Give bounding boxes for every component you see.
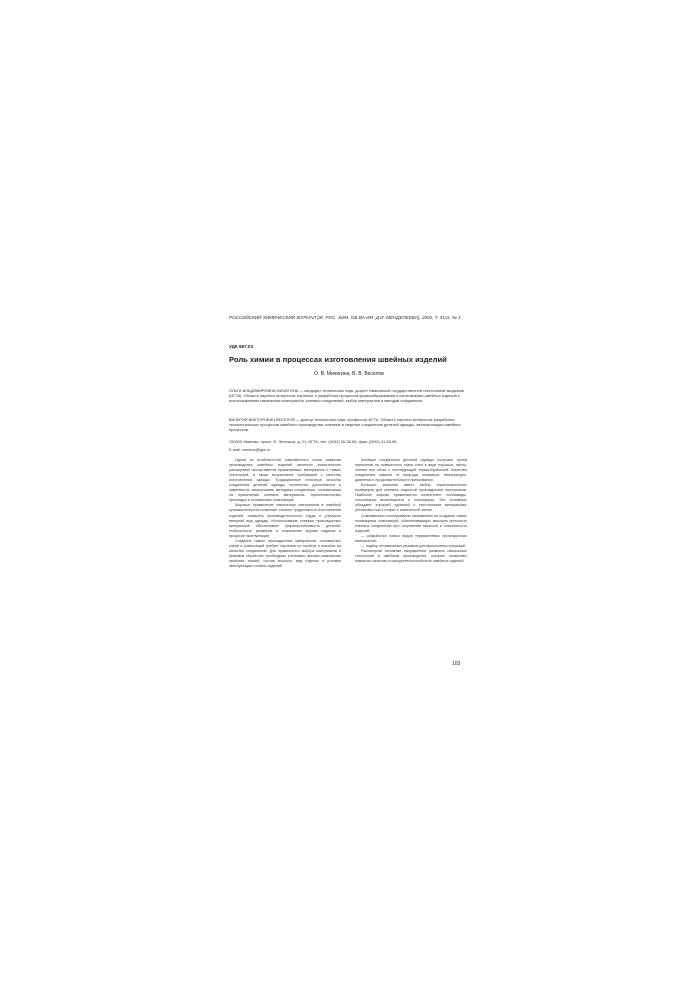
list-item: — разработка новых видов термоклеевых прокладочных материалов; bbox=[355, 533, 467, 543]
contact-address: 153000 Иваново, просп. Ф. Энгельса, д. 21, ИГТА, тел. (0932) 30-38-65, факс (0932) 41-50-88 bbox=[229, 439, 397, 444]
text-column-left bbox=[229, 458, 341, 660]
journal-header: РОССИЙСКИЙ ХИМИЧЕСКИЙ ЖУРНАЛ (Ж. РОС. ХИМ. ОБ-ВА ИМ. Д.И. МЕНДЕЛЕЕВА), 2002, Т. XLVI, № 1 bbox=[229, 315, 461, 320]
author-affiliation-2: ВАЛЕРИЙ ВИКТОРОВИЧ ВЕСЕЛОВ — доктор технических наук, профессор ИГТА. Область научных интересов: разработка технологических процессов швейного производства, клеевые и сварные соединения деталей одежды, автоматизация швейных процессов. bbox=[229, 417, 461, 433]
paragraph: Современные исследования направлены на создание новых полимерных композиций, обеспечивающих высокую прочность клеевых соединений при сохранении мягкости и эластичности изделий: bbox=[355, 513, 467, 533]
contact-email: E-mail: veselov@igta.ru bbox=[229, 447, 271, 452]
article-authors: О. В. Мичигина, В. В. Веселов bbox=[314, 371, 384, 377]
paragraph: Одной из особенностей современного этапа развития производства швейных изделий является значительное расширение ассортимента применяемых материалов и новых технологий, а также возрастание требований к качеству изготовления одежды. Традиционные ниточные способы соединения деталей одежды постепенно дополняются и заменяются химическими методами соединения, основанными на применении клеевых материалов, термопластичных прокладок и полимерных композиций. bbox=[229, 458, 341, 503]
paragraph: Клеевые соединения деталей одежды получают путем нанесения на поверхность ткани клея в виде порошка, пасты, пленки или сетки с последующей термообработкой. Качество соединения зависит от природы полимера, температуры, давления и продолжительности прессования. bbox=[355, 458, 467, 483]
paragraph: Создание новых прокладочных материалов, полимерных клеев и композиций требует изучения их свойств и влияния на качество соединений. Для правильного выбора материалов и режимов обработки необходимо учитывать физико-химические свойства тканей, состав волокон, вид отделки и условия эксплуатации готовых изделий. bbox=[229, 538, 341, 568]
list-item: — подбор оптимальных режимов для выполнения операций. bbox=[361, 543, 466, 548]
page-number: 103 bbox=[452, 661, 461, 667]
paragraph: Рассмотрим основные направления развития химических технологий в швейном производстве, которые позволяют повысить качество и конкурентоспособность швейных изделий. bbox=[355, 548, 467, 563]
text-column-right bbox=[355, 458, 467, 638]
paragraph: Широкое применение химических материалов в швейной промышленности позволяет снизить трудоемкость изготовления изделий, повысить производительность труда и улучшить внешний вид одежды. Использование клеевых прокладочных материалов обеспечивает формоустойчивость деталей, стабильность размеров и сохранение формы изделия в процессе эксплуатации. bbox=[229, 503, 341, 538]
article-title: Роль химии в процессах изготовления швейных изделий bbox=[229, 355, 447, 364]
author-affiliation-1: ОЛЬГА ВЛАДИМИРОВНА МИЧИГИНА — кандидат технических наук, доцент Ивановской государственной текстильной академии (ИГТА). Область научных интересов: изучение и разработка процессов формообразования и изготовления швейных изделий с использованием химических материалов, клеевых соединений, выбор материалов и методов соединения. bbox=[229, 388, 464, 404]
paragraph: Большое значение имеет выбор термопластичных полимеров для клеевых покрытий прокладочных материалов. Наиболее широко применяются полиэтилен, полиамиды, сополимеры винилацетата и полиэфиры. Эти полимеры обладают хорошей адгезией к текстильным материалам, устойчивостью к стирке и химической чистке. bbox=[355, 483, 467, 513]
udk-code: УДК 687.03 bbox=[229, 344, 254, 349]
